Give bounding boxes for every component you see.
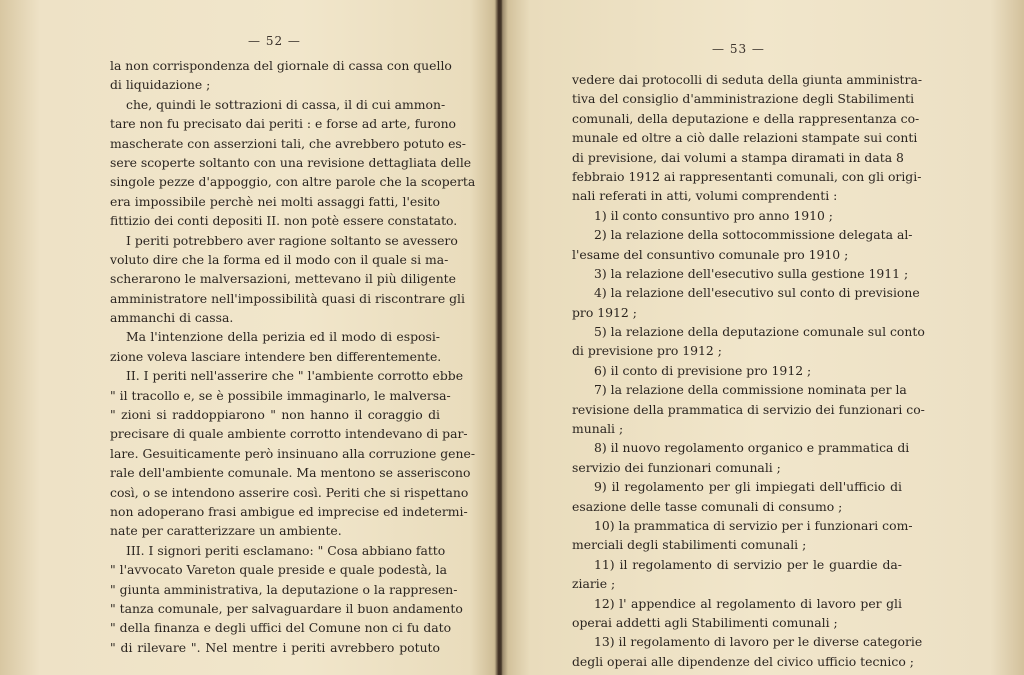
text-line: " di rilevare ". Nel mentre i periti avrebbero potuto [110,639,440,655]
text-line: II. I periti nell'asserire che " l'ambiente corrotto ebbe [126,368,464,384]
text-line: zione voleva lasciare intendere ben differentemente. [110,348,442,364]
list-item: 1) il conto consuntivo pro anno 1910 ; [594,207,833,223]
text-line: nate per caratterizzare un ambiente. [110,523,342,539]
text-line: di previsione pro 1912 ; [572,343,722,359]
list-item: 10) la prammatica di servizio per i funzionari com- [594,517,913,533]
text-line: lare. Gesuiticamente però insinuano alla corruzione gene- [110,445,476,461]
list-item: 11) il regolamento di servizio per le guardie da- [594,556,902,572]
text-line: amministratore nell'impossibilità quasi di riscontrare gli [110,290,465,306]
text-line: " della finanza e degli uffici del Comune non ci fu dato [110,620,452,636]
text-line: che, quindi le sottrazioni di cassa, il di cui ammon- [126,96,446,112]
list-item: 8) il nuovo regolamento organico e prammatica di [594,440,910,456]
list-item: 13) il regolamento di lavoro per le diverse categorie [594,634,923,650]
text-line: nali referati in atti, volumi comprendenti : [572,188,838,204]
text-line: non adoperano frasi ambigue ed imprecise ed indetermi- [110,503,468,519]
text-line: " zioni si raddoppiarono " non hanno il coraggio di [110,407,440,423]
text-line: tiva del consiglio d'amministrazione degli Stabilimenti [572,91,915,107]
text-line: munali ; [572,421,624,437]
list-item: 4) la relazione dell'esecutivo sul conto di previsione [594,285,920,301]
text-line: mascherate con asserzioni tali, che avrebbero potuto es- [110,135,466,151]
text-line: così, o se intendono asserire così. Periti che si rispettano [110,484,469,500]
text-line: ziarie ; [572,576,616,592]
text-line: singole pezze d'appoggio, con altre parole che la scoperta [110,174,476,190]
list-item: 9) il regolamento per gli impiegati dell'ufficio di [594,479,902,495]
left-page-text [110,56,476,657]
text-line: tare non fu precisato dai periti : e forse ad arte, furono [110,116,457,132]
right-page-text [572,70,925,671]
text-line: la non corrispondenza del giornale di cassa con quello [110,58,452,73]
text-line: Ma l'intenzione della perizia ed il modo di esposi- [126,329,440,345]
text-line: pro 1912 ; [572,304,637,320]
left-page [0,0,498,675]
text-line: era impossibile perchè nei molti assaggi fatti, l'esito [110,193,440,209]
text-line: fittizio dei conti depositi II. non potè essere constatato. [110,213,458,229]
text-line: munale ed oltre a ciò dalle relazioni stampate sui conti [572,130,918,146]
text-line: " tanza comunale, per salvaguardare il buon andamento [110,600,463,616]
page-number-right: — 53 — [712,42,765,56]
text-line: " l'avvocato Vareton quale preside e quale podestà, la [110,562,448,578]
text-line: febbraio 1912 ai rappresentanti comunali, con gli origi- [572,168,922,184]
text-line: ammanchi di cassa. [110,310,234,326]
text-line: I periti potrebbero aver ragione soltanto se avessero [126,232,458,248]
text-line: sere scoperte soltanto con una revisione dettagliata delle [110,154,472,170]
text-line: degli operai alle dipendenze del civico ufficio tecnico ; [572,653,914,669]
page-number-left: — 52 — [248,34,301,48]
list-item: 3) la relazione dell'esecutivo sulla gestione 1911 ; [594,265,909,281]
text-line: III. I signori periti esclamano: " Cosa abbiano fatto [126,542,446,558]
text-line: scherarono le malversazioni, mettevano il più diligente [110,271,456,287]
text-line: operai addetti agli Stabilimenti comunali ; [572,614,838,630]
list-item: 6) il conto di previsione pro 1912 ; [594,362,812,378]
text-line: voluto dire che la forma ed il modo con il quale si ma- [110,251,449,267]
text-line: revisione della prammatica di servizio dei funzionari co- [572,401,925,417]
list-item: 7) la relazione della commissione nominata per la [594,382,907,398]
text-line: di previsione, dai volumi a stampa diramati in data 8 [572,149,904,165]
text-line: di liquidazione ; [110,77,211,93]
list-item: 5) la relazione della deputazione comunale sul conto [594,324,925,340]
text-line: precisare di quale ambiente corrotto intendevano di par- [110,426,468,442]
text-line: " il tracollo e, se è possibile immaginarlo, le malversa- [110,387,451,403]
text-line: comunali, della deputazione e della rappresentanza co- [572,110,920,126]
text-line: vedere dai protocolli di seduta della giunta amministra- [572,72,923,87]
text-line: servizio dei funzionari comunali ; [572,459,781,475]
list-item: 12) l' appendice al regolamento di lavoro per gli [594,595,902,611]
text-line: " giunta amministrativa, la deputazione o la rappresen- [110,581,458,597]
text-line: rale dell'ambiente comunale. Ma mentono se asseriscono [110,465,471,481]
text-line: merciali degli stabilimenti comunali ; [572,537,807,553]
list-item: 2) la relazione della sottocommissione delegata al- [594,227,913,243]
right-page [502,0,1024,675]
text-line: l'esame del consuntivo comunale pro 1910 ; [572,246,849,262]
text-line: esazione delle tasse comunali di consumo ; [572,498,843,514]
